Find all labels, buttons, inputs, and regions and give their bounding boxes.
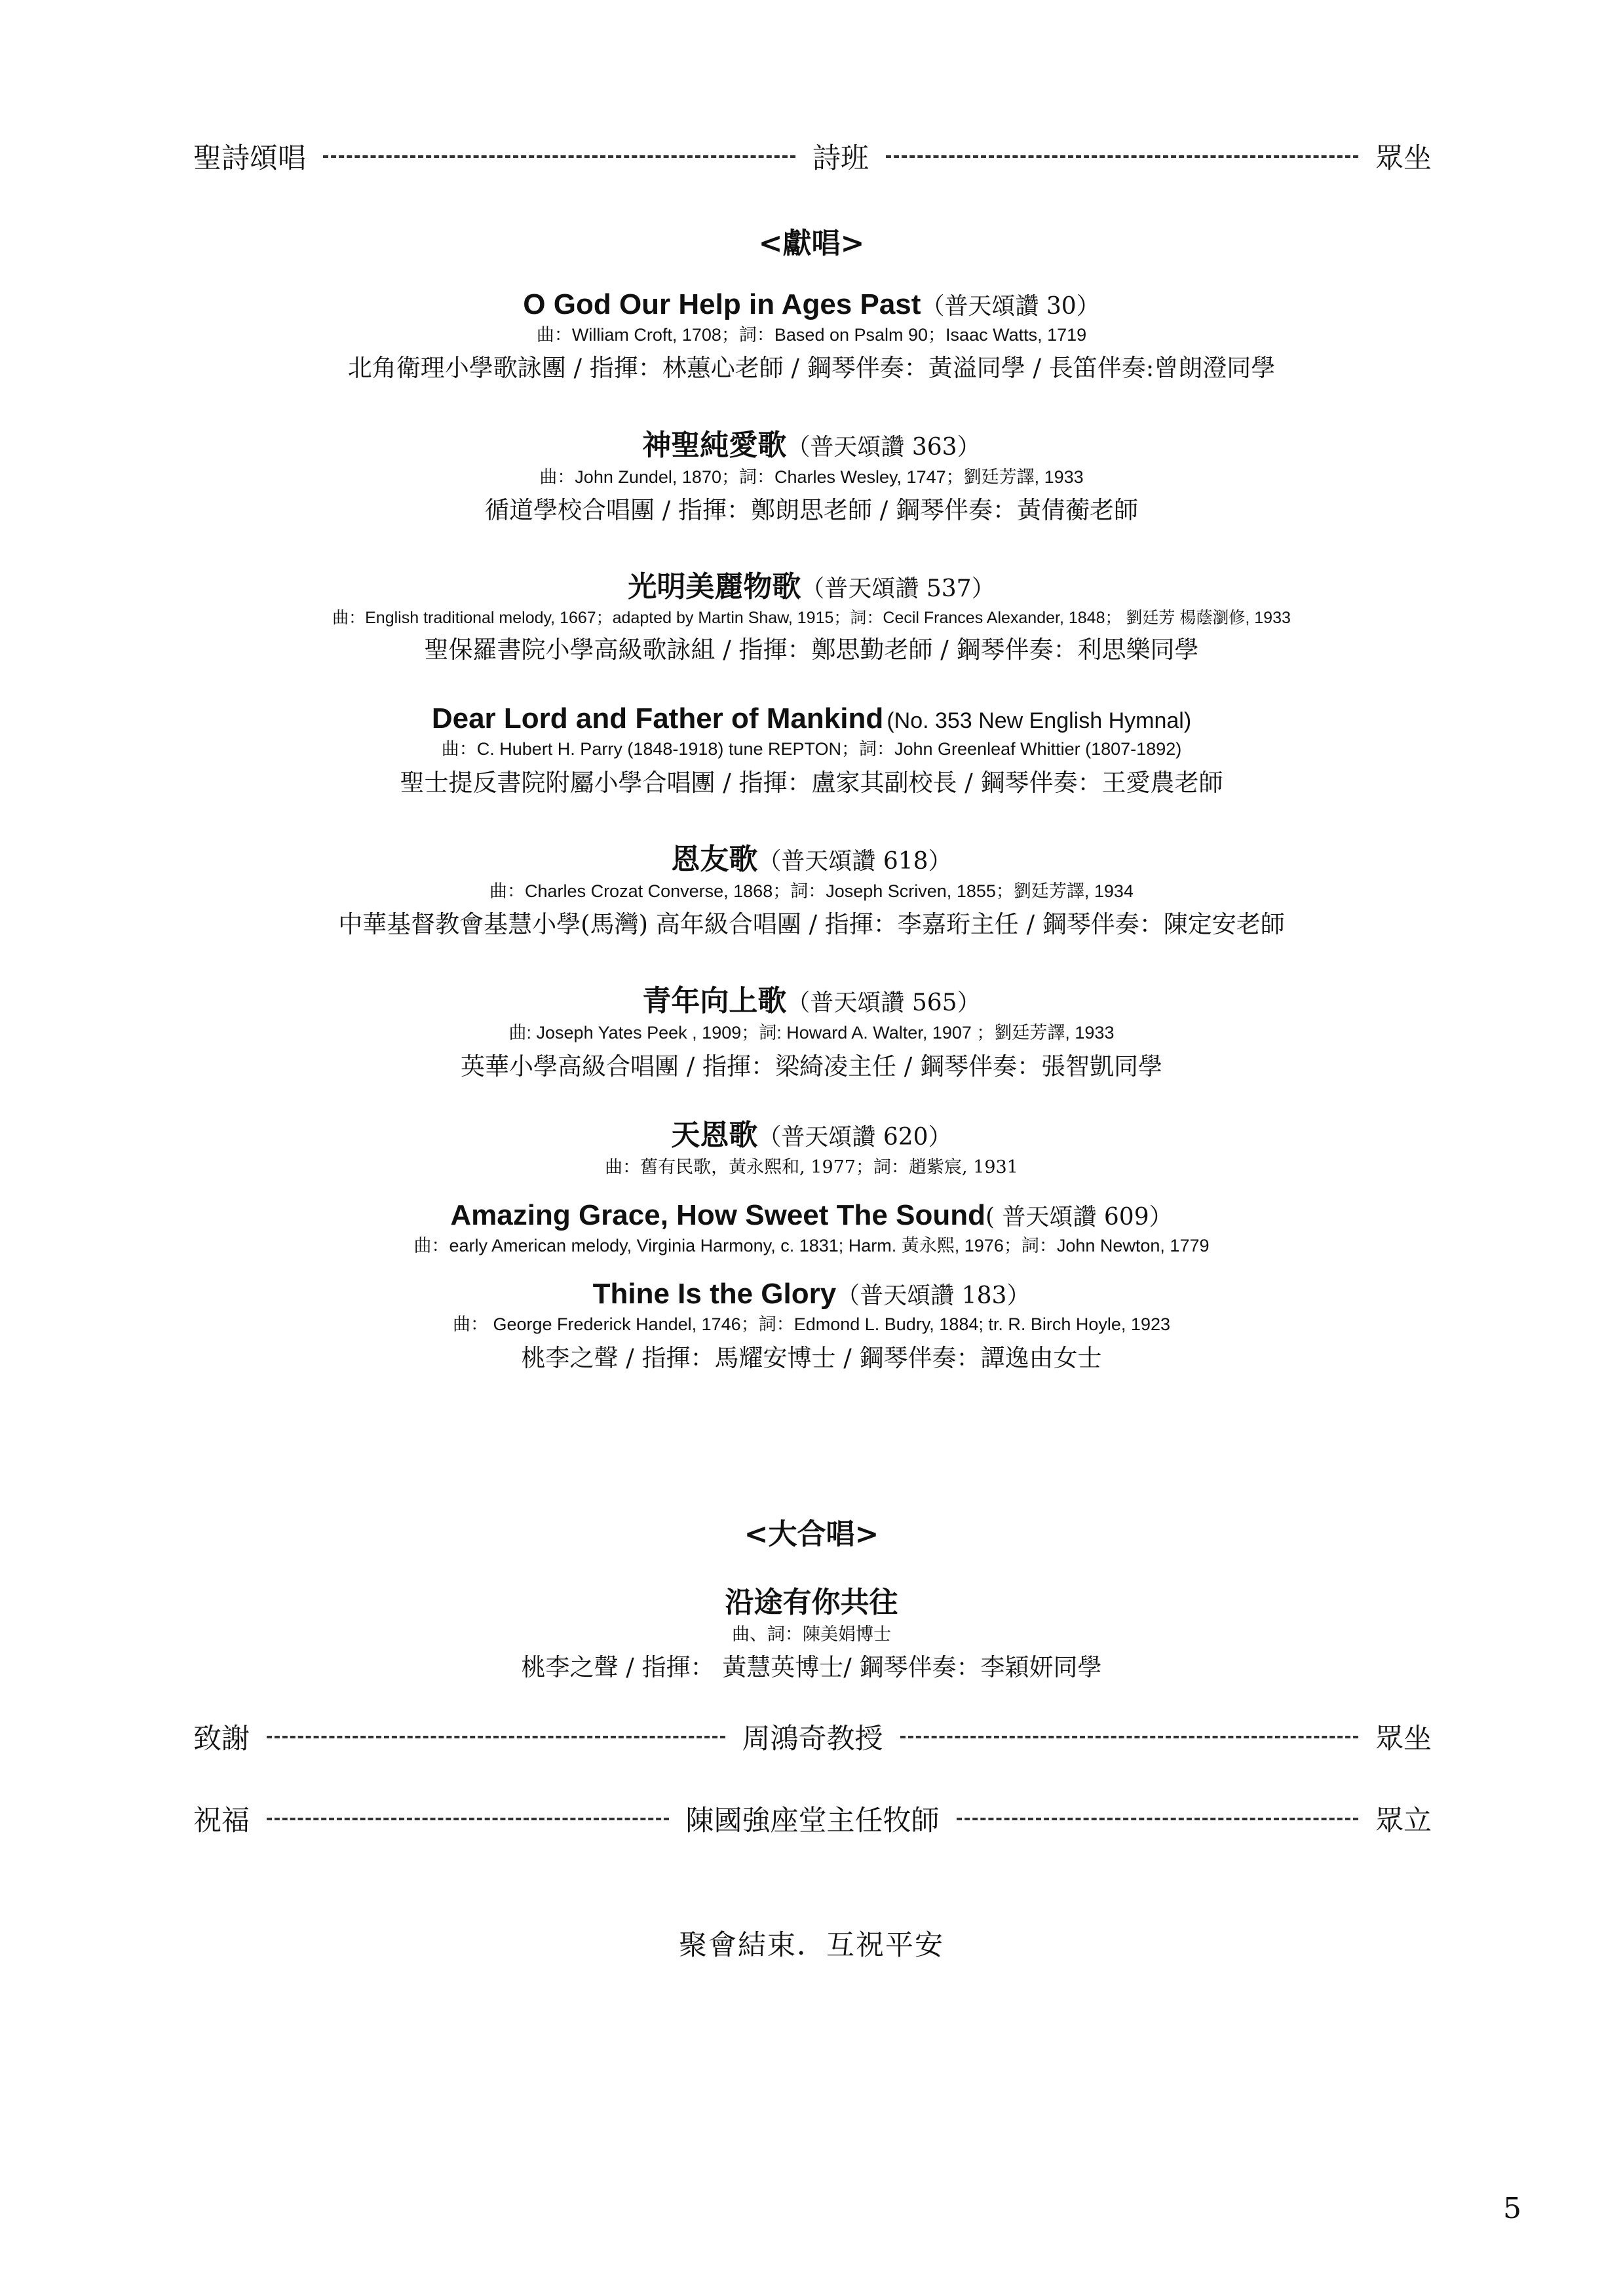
section-heading-choir: <大合唱> [744,1518,879,1551]
piece-ref: （普天頌讚 565） [786,989,981,1017]
piece-performers: 英華小學高級合唱團 / 指揮：梁綺凌主任 / 鋼琴伴奏：張智凱同學 [461,1052,1162,1081]
piece-title: 恩友歌 [671,842,758,876]
row-thanks [193,1717,1432,1757]
piece-8 [0,1198,1623,1260]
row-blessing-minister: 陳國強座堂主任牧師 [685,1805,940,1837]
piece-ref: ( 普天頌讚 609） [985,1204,1173,1231]
choir-performers: 桃李之聲 / 指揮： 黃慧英博士/ 鋼琴伴奏：李穎妍同學 [521,1653,1102,1682]
row-blessing-label: 祝福 [193,1805,250,1837]
row-hymn-singing-performer: 詩班 [812,142,869,175]
row-hymn-singing-label: 聖詩頌唱 [193,142,306,175]
row-hymn-singing-posture: 眾坐 [1375,142,1432,175]
piece-7 [0,1111,1623,1181]
dotted-leader [957,1818,1359,1820]
dotted-leader [267,1818,669,1820]
piece-credits: 曲： George Frederick Handel, 1746；詞：Edmond L. Budry, 1884; tr. R. Birch Hoyle, 1923 [452,1314,1171,1335]
piece-performers: 北角衛理小學歌詠團 / 指揮：林蕙心老師 / 鋼琴伴奏：黃溢同學 / 長笛伴奏:曾朗澄同學 [347,354,1276,383]
row-thanks-speaker: 周鴻奇教授 [742,1723,883,1755]
piece-title: 光明美麗物歌 [628,570,801,604]
piece-title: 神聖純愛歌 [642,428,787,462]
row-thanks-label: 致謝 [193,1723,250,1755]
dotted-leader [323,155,795,158]
piece-credits: 曲：舊有民歌，黃永熙和, 1977；詞：趙紫宸, 1931 [605,1157,1018,1177]
piece-performers: 桃李之聲 / 指揮：馬耀安博士 / 鋼琴伴奏：譚逸由女士 [521,1343,1102,1372]
dotted-leader [267,1736,725,1738]
piece-performers: 聖士提反書院附屬小學合唱團 / 指揮：盧家其副校長 / 鋼琴伴奏：王愛農老師 [400,768,1223,797]
section-heading-offering: <獻唱> [758,227,865,260]
piece-title: 天恩歌 [671,1119,758,1152]
piece-credits: 曲：William Croft, 1708；詞：Based on Psalm 90；Isaac Watts, 1719 [536,325,1087,345]
choir-title: 沿途有你共往 [725,1586,898,1619]
piece-9 [0,1277,1623,1377]
choir-section [0,1510,1623,1687]
piece-credits: 曲：C. Hubert H. Parry (1848-1918) tune REPTON；詞：John Greenleaf Whittier (1807-1892) [441,739,1182,759]
row-hymn-singing [193,136,1432,176]
piece-6 [0,977,1623,1085]
closing-line: 聚會結束．互祝平安 [679,1929,944,1962]
piece-credits: 曲：early American melody, Virginia Harmony, c. 1831; Harm. 黃永熙, 1976；詞：John Newton, 1779 [413,1236,1210,1256]
row-blessing-posture: 眾立 [1375,1805,1432,1837]
piece-ref: （普天頌讚 618） [757,847,952,875]
piece-credits: 曲：John Zundel, 1870；詞：Charles Wesley, 1747；劉廷芳譯, 1933 [539,467,1084,487]
piece-5 [0,835,1623,944]
piece-performers: 中華基督教會基慧小學(馬灣) 高年級合唱團 / 指揮：李嘉珩主任 / 鋼琴伴奏：陳定安老師 [338,910,1285,939]
dotted-leader [900,1736,1359,1738]
piece-ref: （普天頌讚 537） [801,575,995,603]
piece-ref: （普天頌讚 363） [786,433,981,461]
page-number: 5 [1503,2192,1521,2225]
piece-1 [0,288,1623,387]
piece-ref: （普天頌讚 620） [757,1124,952,1151]
piece-ref: （普天頌讚 30） [921,293,1100,320]
offering-section [0,220,1623,1377]
piece-performers: 循道學校合唱團 / 指揮：鄭朗思老師 / 鋼琴伴奏：黃倩蘅老師 [485,495,1138,524]
piece-4 [0,702,1623,801]
piece-credits: 曲：English traditional melody, 1667；adapted by Martin Shaw, 1915；詞：Cecil Frances Alexander, 1848； 劉廷芳 楊蔭瀏修, 1933 [332,609,1291,628]
piece-ref: (No. 353 New English Hymnal) [887,708,1192,734]
row-blessing [193,1799,1432,1839]
piece-credits: 曲: Joseph Yates Peek , 1909；詞: Howard A. Walter, 1907 ；劉廷芳譯, 1933 [508,1023,1115,1043]
piece-2 [0,421,1623,529]
piece-performers: 聖保羅書院小學高級歌詠組 / 指揮：鄭思勤老師 / 鋼琴伴奏：利思樂同學 [424,636,1199,664]
choir-credits: 曲、詞：陳美娟博士 [732,1624,891,1645]
piece-title: Amazing Grace, How Sweet The Sound [450,1199,985,1232]
piece-title: 青年向上歌 [642,984,787,1018]
piece-title: O God Our Help in Ages Past [523,288,921,320]
piece-credits: 曲：Charles Crozat Converse, 1868；詞：Joseph Scriven, 1855；劉廷芳譯, 1934 [489,881,1134,901]
piece-ref: （普天頌讚 183） [836,1282,1031,1310]
row-thanks-posture: 眾坐 [1375,1723,1432,1755]
piece-title: Thine Is the Glory [592,1278,837,1311]
piece-title: Dear Lord and Father of Mankind [431,702,884,735]
dotted-leader [886,155,1358,158]
piece-3 [0,563,1623,668]
